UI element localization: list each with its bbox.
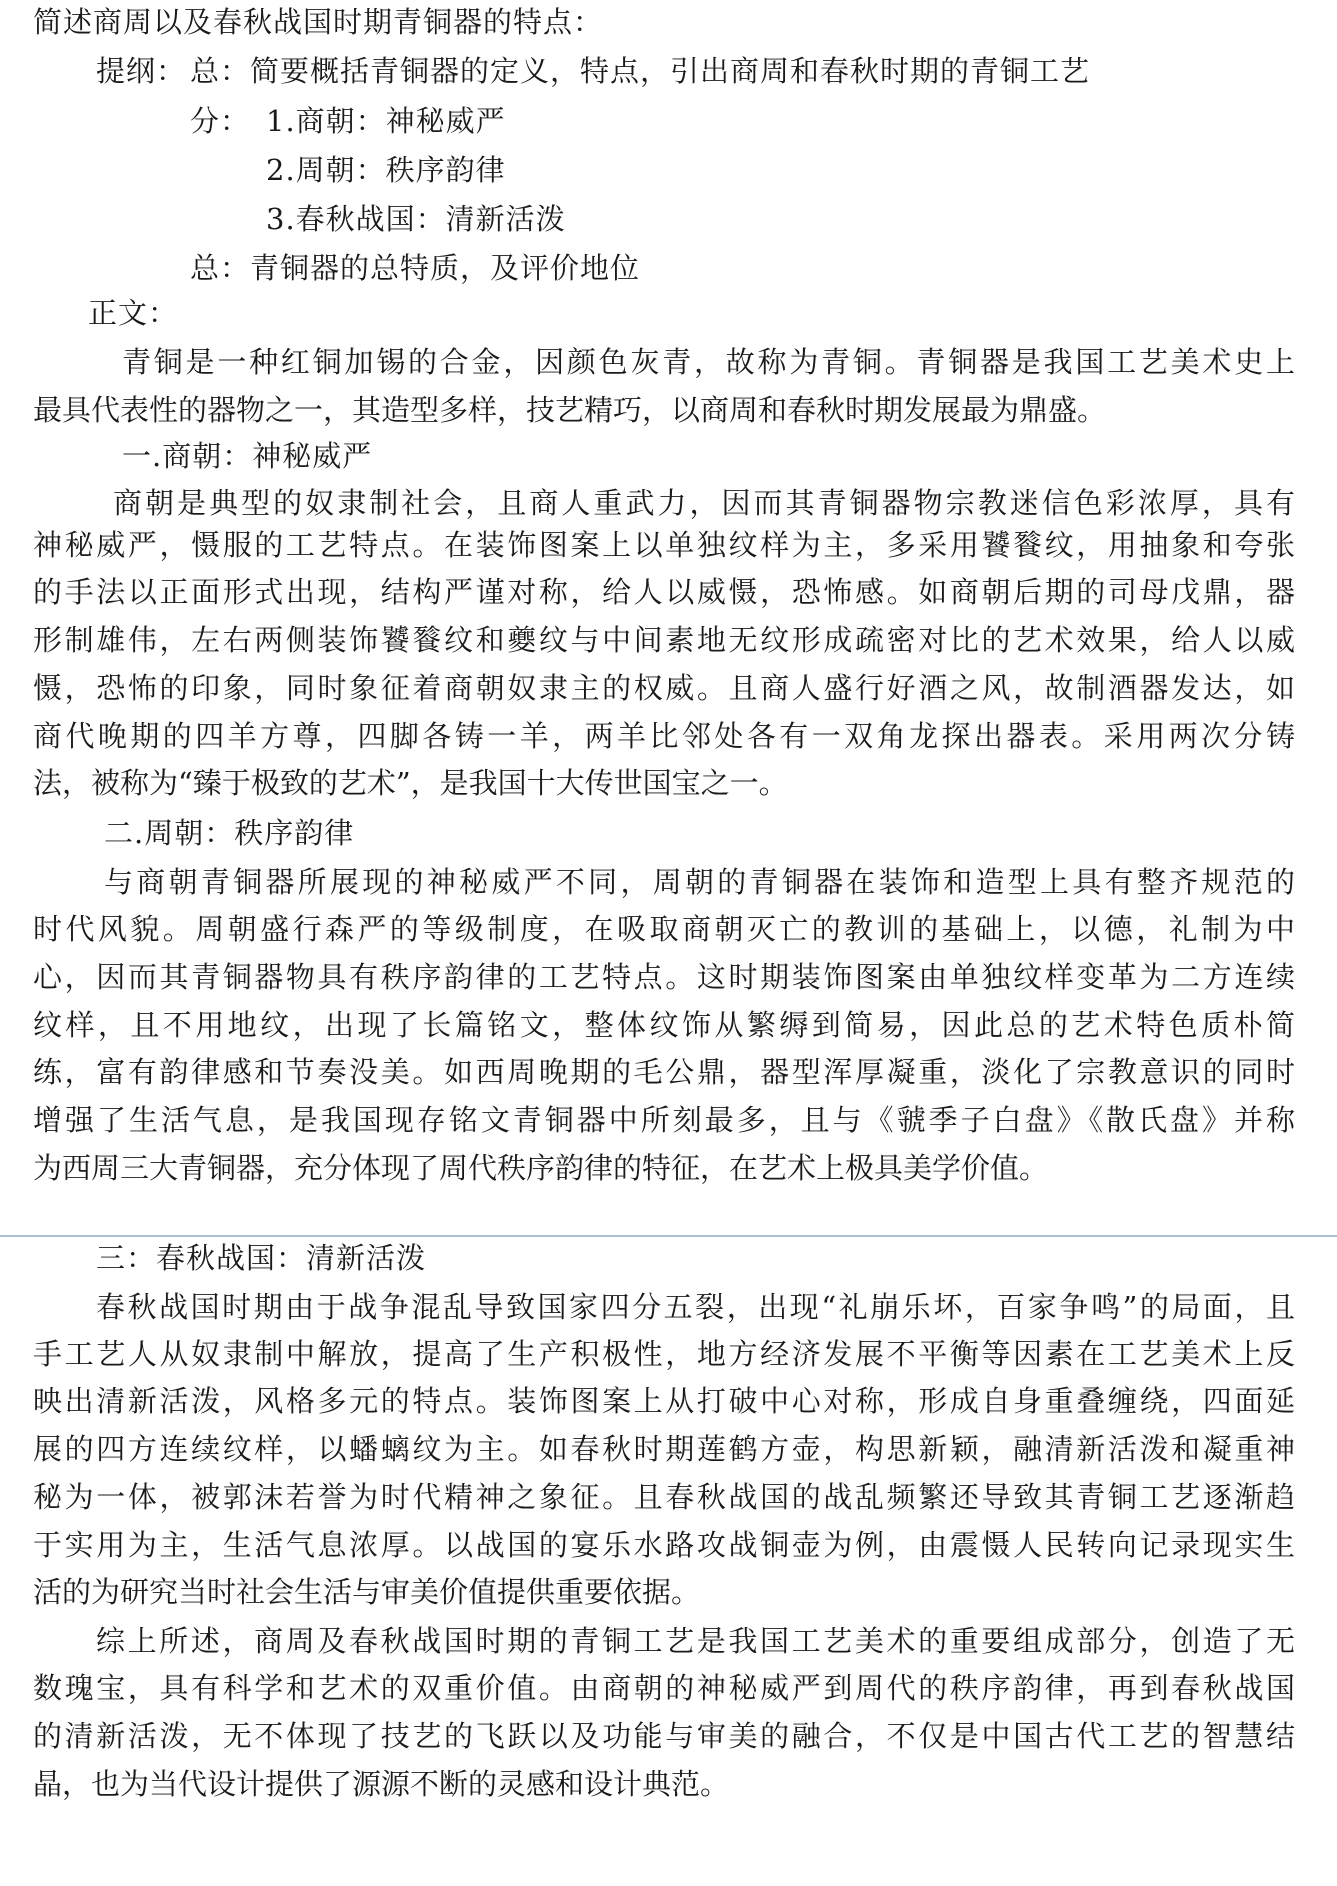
shang-line: 的手法以正面形式出现，结构严谨对称，给人以威慑，恐怖感。如商朝后期的司母戊鼎，器 (33, 575, 1295, 609)
section-heading-shang: 一.商朝：神秘威严 (122, 439, 373, 473)
section-heading-zhou: 二.周朝：秩序韵律 (104, 816, 355, 850)
zhou-line: 心，因而其青铜器物具有秩序韵律的工艺特点。这时期装饰图案由单独纹样变革为二方连续 (33, 960, 1295, 994)
conclusion-line: 数瑰宝，具有科学和艺术的双重价值。由商朝的神秘威严到周代的秩序韵律，再到春秋战国 (33, 1671, 1295, 1705)
conclusion-line: 的清新活泼，无不体现了技艺的飞跃以及功能与审美的融合，不仅是中国古代工艺的智慧结 (33, 1719, 1295, 1753)
outline-zong-summary: 总：青铜器的总特质，及评价地位 (190, 251, 641, 285)
shang-line: 商代晚期的四羊方尊，四脚各铸一羊，两羊比邻处各有一双角龙探出器表。采用两次分铸 (33, 719, 1295, 753)
conclusion-line: 综上所述，商周及春秋战国时期的青铜工艺是我国工艺美术的重要组成部分，创造了无 (96, 1624, 1295, 1658)
zhou-line: 与商朝青铜器所展现的神秘威严不同，周朝的青铜器在装饰和造型上具有整齐规范的 (104, 865, 1295, 899)
chunqiu-line: 映出清新活泼，风格多元的特点。装饰图案上从打破中心对称，形成自身重叠缠绕，四面延 (33, 1384, 1295, 1418)
question-title: 简述商周以及春秋战国时期青铜器的特点： (33, 5, 604, 39)
chunqiu-line: 于实用为主，生活气息浓厚。以战国的宴乐水路攻战铜壶为例，由震慑人民转向记录现实生 (33, 1528, 1295, 1562)
chunqiu-line: 展的四方连续纹样，以蟠螭纹为主。如春秋时期莲鹤方壶，构思新颖，融清新活泼和凝重神 (33, 1432, 1295, 1466)
chunqiu-line: 秘为一体，被郭沫若誉为时代精神之象征。且春秋战国的战乱频繁还导致其青铜工艺逐渐趋 (33, 1480, 1295, 1514)
shang-line: 形制雄伟，左右两侧装饰饕餮纹和夔纹与中间素地无纹形成疏密对比的艺术效果，给人以威 (33, 623, 1295, 657)
shang-line: 神秘威严，慑服的工艺特点。在装饰图案上以单独纹样为主，多采用饕餮纹，用抽象和夸张 (33, 528, 1295, 562)
conclusion-line: 晶，也为当代设计提供了源源不断的灵感和设计典范。 (33, 1767, 730, 1801)
outline-label: 提纲： (96, 54, 187, 88)
shang-line: 商朝是典型的奴隶制社会，且商人重武力，因而其青铜器物宗教迷信色彩浓厚，具有 (113, 486, 1295, 520)
body-label: 正文： (88, 296, 179, 330)
outline-fen-2: 2.周朝：秩序韵律 (266, 153, 506, 187)
zhou-line: 练，富有韵律感和节奏没美。如西周晚期的毛公鼎，器型浑厚凝重，淡化了宗教意识的同时 (33, 1055, 1295, 1089)
shang-line: 法，被称为“臻于极致的艺术”，是我国十大传世国宝之一。 (33, 766, 788, 800)
section-heading-chunqiu: 三：春秋战国：清新活泼 (96, 1241, 427, 1275)
chunqiu-line: 春秋战国时期由于战争混乱导致国家四分五裂，出现“礼崩乐坏，百家争鸣”的局面，且 (96, 1290, 1295, 1324)
intro-line: 最具代表性的器物之一，其造型多样，技艺精巧，以商周和春秋时期发展最为鼎盛。 (33, 393, 1107, 427)
outline-zong-intro: 总：简要概括青铜器的定义，特点，引出商周和春秋时期的青铜工艺 (190, 54, 1091, 88)
outline-fen-3: 3.春秋战国：清新活泼 (266, 202, 566, 236)
page-divider (0, 1235, 1337, 1237)
chunqiu-line: 活的为研究当时社会生活与审美价值提供重要依据。 (33, 1575, 701, 1609)
outline-fen-label: 分： (190, 104, 251, 138)
zhou-line: 为西周三大青铜器，充分体现了周代秩序韵律的特征，在艺术上极具美学价值。 (33, 1151, 1049, 1185)
chunqiu-line: 手工艺人从奴隶制中解放，提高了生产积极性，地方经济发展不平衡等因素在工艺美术上反 (33, 1337, 1295, 1371)
outline-fen-1: 1.商朝：神秘威严 (266, 104, 506, 138)
zhou-line: 增强了生活气息，是我国现存铭文青铜器中所刻最多，且与《虢季子白盘》《散氏盘》并称 (33, 1103, 1295, 1137)
intro-line: 青铜是一种红铜加锡的合金，因颜色灰青，故称为青铜。青铜器是我国工艺美术史上 (122, 345, 1295, 379)
shang-line: 慑，恐怖的印象，同时象征着商朝奴隶主的权威。且商人盛行好酒之风，故制酒器发达，如 (33, 671, 1295, 705)
zhou-line: 纹样，且不用地纹，出现了长篇铭文，整体纹饰从繁缛到简易，因此总的艺术特色质朴简 (33, 1008, 1295, 1042)
zhou-line: 时代风貌。周朝盛行森严的等级制度，在吸取商朝灭亡的教训的基础上，以德，礼制为中 (33, 912, 1295, 946)
